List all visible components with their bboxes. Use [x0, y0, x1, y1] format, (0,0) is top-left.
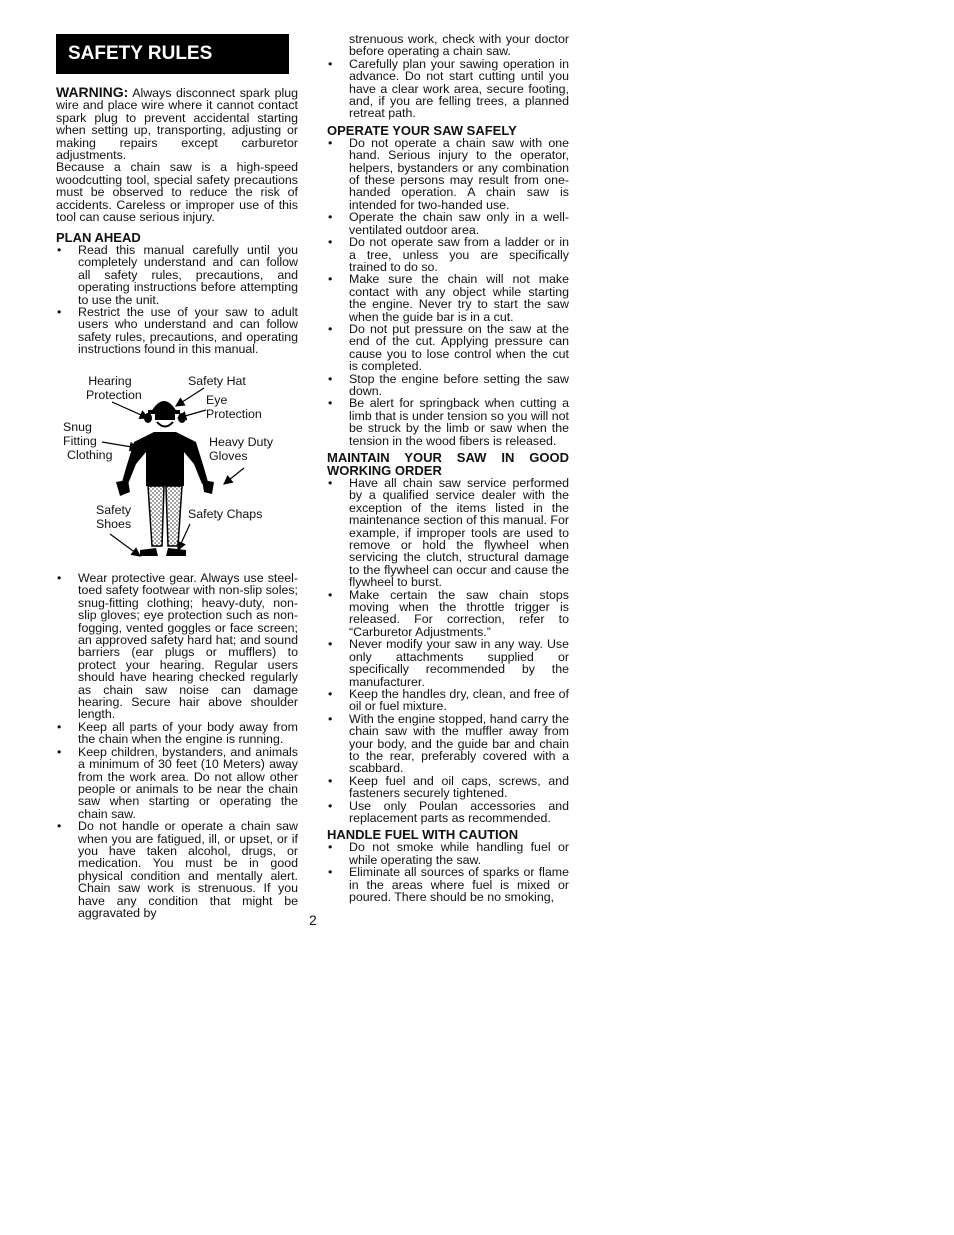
hearing-line-1: Hearing — [88, 374, 132, 388]
safety-chaps-label: Safety Chaps — [188, 507, 263, 521]
clothing-line-3: Clothing — [67, 448, 113, 462]
list-item: • Make sure the chain will not make contact with any object while starting the engine. Never try to start the saw when the guide bar is in a cut. — [327, 273, 569, 323]
list-item: • Do not operate saw from a ladder or in a tree, unless you are specifically trained to do so. — [327, 236, 569, 273]
gloves-line-1: Heavy Duty — [209, 435, 274, 449]
list-item: • Wear protective gear. Always use steel-toed safety footwear with non-slip soles; snug-fitting clothing; heavy-duty, non-slip gloves; eye protection such as non-fogging, vented goggles or face screen; an approved safety hard hat; and sound barriers (ear plugs or mufflers) to protect your hearing. Regular users should have hearing checked regularly as chain saw noise can damage hearing. Secure hair above shoulder length. — [56, 572, 298, 721]
list-item: • Never modify your saw in any way. Use only attachments supplied or specifically recommended by the manufacturer. — [327, 638, 569, 688]
fuel-list — [327, 841, 569, 903]
list-item: • Carefully plan your sawing operation in advance. Do not start cutting until you have a clear work area, secure footing, and, if you are felling trees, a planned retreat path. — [327, 58, 569, 120]
fuel-heading: HANDLE FUEL WITH CAUTION — [327, 827, 519, 843]
list-item: • With the engine stopped, hand carry the chain saw with the muffler away from your body, and the guide bar and chain to the rear, preferably covered with a scabbard. — [327, 713, 569, 775]
maintain-heading: MAINTAIN YOUR SAW IN GOOD WORKING ORDER — [327, 450, 569, 478]
list-item: • Make certain the saw chain stops moving when the throttle trigger is released. For correction, refer to “Carburetor Adjustments.” — [327, 589, 569, 639]
list-item: • Keep all parts of your body away from the chain when the engine is running. — [56, 721, 298, 746]
operate-list — [327, 137, 569, 447]
right-plan-list — [327, 58, 569, 120]
shoes-line-1: Safety — [96, 503, 132, 517]
eye-line-1: Eye — [206, 393, 228, 407]
shoes-line-2: Shoes — [96, 517, 132, 531]
list-item: • Keep the handles dry, clean, and free of oil or fuel mixture. — [327, 688, 569, 713]
eye-line-2: Protection — [206, 407, 262, 421]
clothing-line-1: Snug — [63, 420, 92, 434]
list-item: • Operate the chain saw only in a well-ventilated outdoor area. — [327, 211, 569, 236]
list-item: • Do not smoke while handling fuel or while operating the saw. — [327, 841, 569, 866]
page-number: 2 — [309, 912, 317, 928]
warning-text: Always disconnect spark plug wire and place wire where it cannot contact spark plug to prevent accidental starting when setting up, transporting, adjusting or making repairs except carburetor adjustments. — [56, 86, 298, 163]
operate-heading: OPERATE YOUR SAW SAFELY — [327, 122, 517, 138]
list-item: • Keep fuel and oil caps, screws, and fasteners securely tightened. — [327, 775, 569, 800]
warning-block — [56, 86, 298, 223]
protective-gear-section — [56, 572, 298, 919]
eye-protection-label — [206, 393, 262, 421]
clothing-line-2: Fitting — [63, 434, 97, 448]
list-item: • Have all chain saw service performed by a qualified service dealer with the exception of the items listed in the maintenance section of this manual. For example, if improper tools are used to remove or hold the flywheel when servicing the clutch, structural damage to the flywheel can occur and cause the flywheel to burst. — [327, 477, 569, 589]
shoes-shape — [140, 548, 158, 556]
safety-hat-label: Safety Hat — [188, 374, 246, 388]
list-item: • Eliminate all sources of sparks or flame in the areas where fuel is mixed or poured. There should be no smoking, — [327, 866, 569, 903]
gear-list — [56, 572, 298, 919]
list-item: • Stop the engine before setting the saw down. — [327, 373, 569, 398]
plan-ahead-list — [56, 244, 298, 356]
list-item: • Restrict the use of your saw to adult users who understand and can follow safety rules, precautions, and operating instructions found in this manual. — [56, 306, 298, 356]
warning-label: WARNING: — [56, 84, 129, 100]
list-item: • Be alert for springback when cutting a limb that is under tension so you will not be struck by the limb or saw when the tension in the wood fibers is released. — [327, 397, 569, 447]
snug-fitting-clothing-label — [58, 420, 112, 462]
list-item: • Keep children, bystanders, and animals a minimum of 30 feet (10 Meters) away from the work area. Do not allow other people or animals to be near the chain saw when starting or operating the chain saw. — [56, 746, 298, 820]
plan-ahead-heading: PLAN AHEAD — [56, 230, 141, 245]
list-item: • Read this manual carefully until you completely understand and can follow all safety rules, precautions, and operating instructions before attempting to use the unit. — [56, 244, 298, 306]
torso-shape — [122, 432, 208, 486]
list-item: • Do not handle or operate a chain saw when you are fatigued, ill, or upset, or if you have taken alcohol, drugs, or medication. You must be in good physical condition and mentally alert. Chain saw work is strenuous. If you have any condition that might be aggravated by — [56, 820, 298, 919]
maintain-list — [327, 477, 569, 824]
right-column — [327, 33, 569, 903]
list-item: • Do not put pressure on the saw at the end of the cut. Applying pressure can cause you to lose control when the cut is completed. — [327, 323, 569, 373]
chaps-shape — [148, 486, 164, 546]
warning-paragraph — [56, 86, 298, 161]
page-title: SAFETY RULES — [56, 34, 289, 74]
intro-paragraph: Because a chain saw is a high-speed woodcutting tool, special safety precautions must be observed to reduce the risk of accidents. Careless or improper use of this tool can cause serious injury. — [56, 160, 298, 225]
safety-shoes-label — [96, 503, 131, 531]
list-item: • Use only Poulan accessories and replacement parts as recommended. — [327, 800, 569, 825]
plan-ahead-section — [56, 231, 298, 356]
heavy-duty-gloves-label — [209, 435, 273, 463]
protective-gear-figure — [56, 368, 298, 568]
continued-text: strenuous work, check with your doctor before operating a chain saw. — [349, 32, 569, 59]
hearing-protection-label — [78, 374, 142, 402]
gloves-line-2: Gloves — [209, 449, 248, 463]
hearing-line-2: Protection — [86, 388, 142, 402]
list-item: • Do not operate a chain saw with one hand. Serious injury to the operator, helpers, bystanders or any combination of these persons may result from one-handed operation. A chain saw is intended for two-handed use. — [327, 137, 569, 211]
